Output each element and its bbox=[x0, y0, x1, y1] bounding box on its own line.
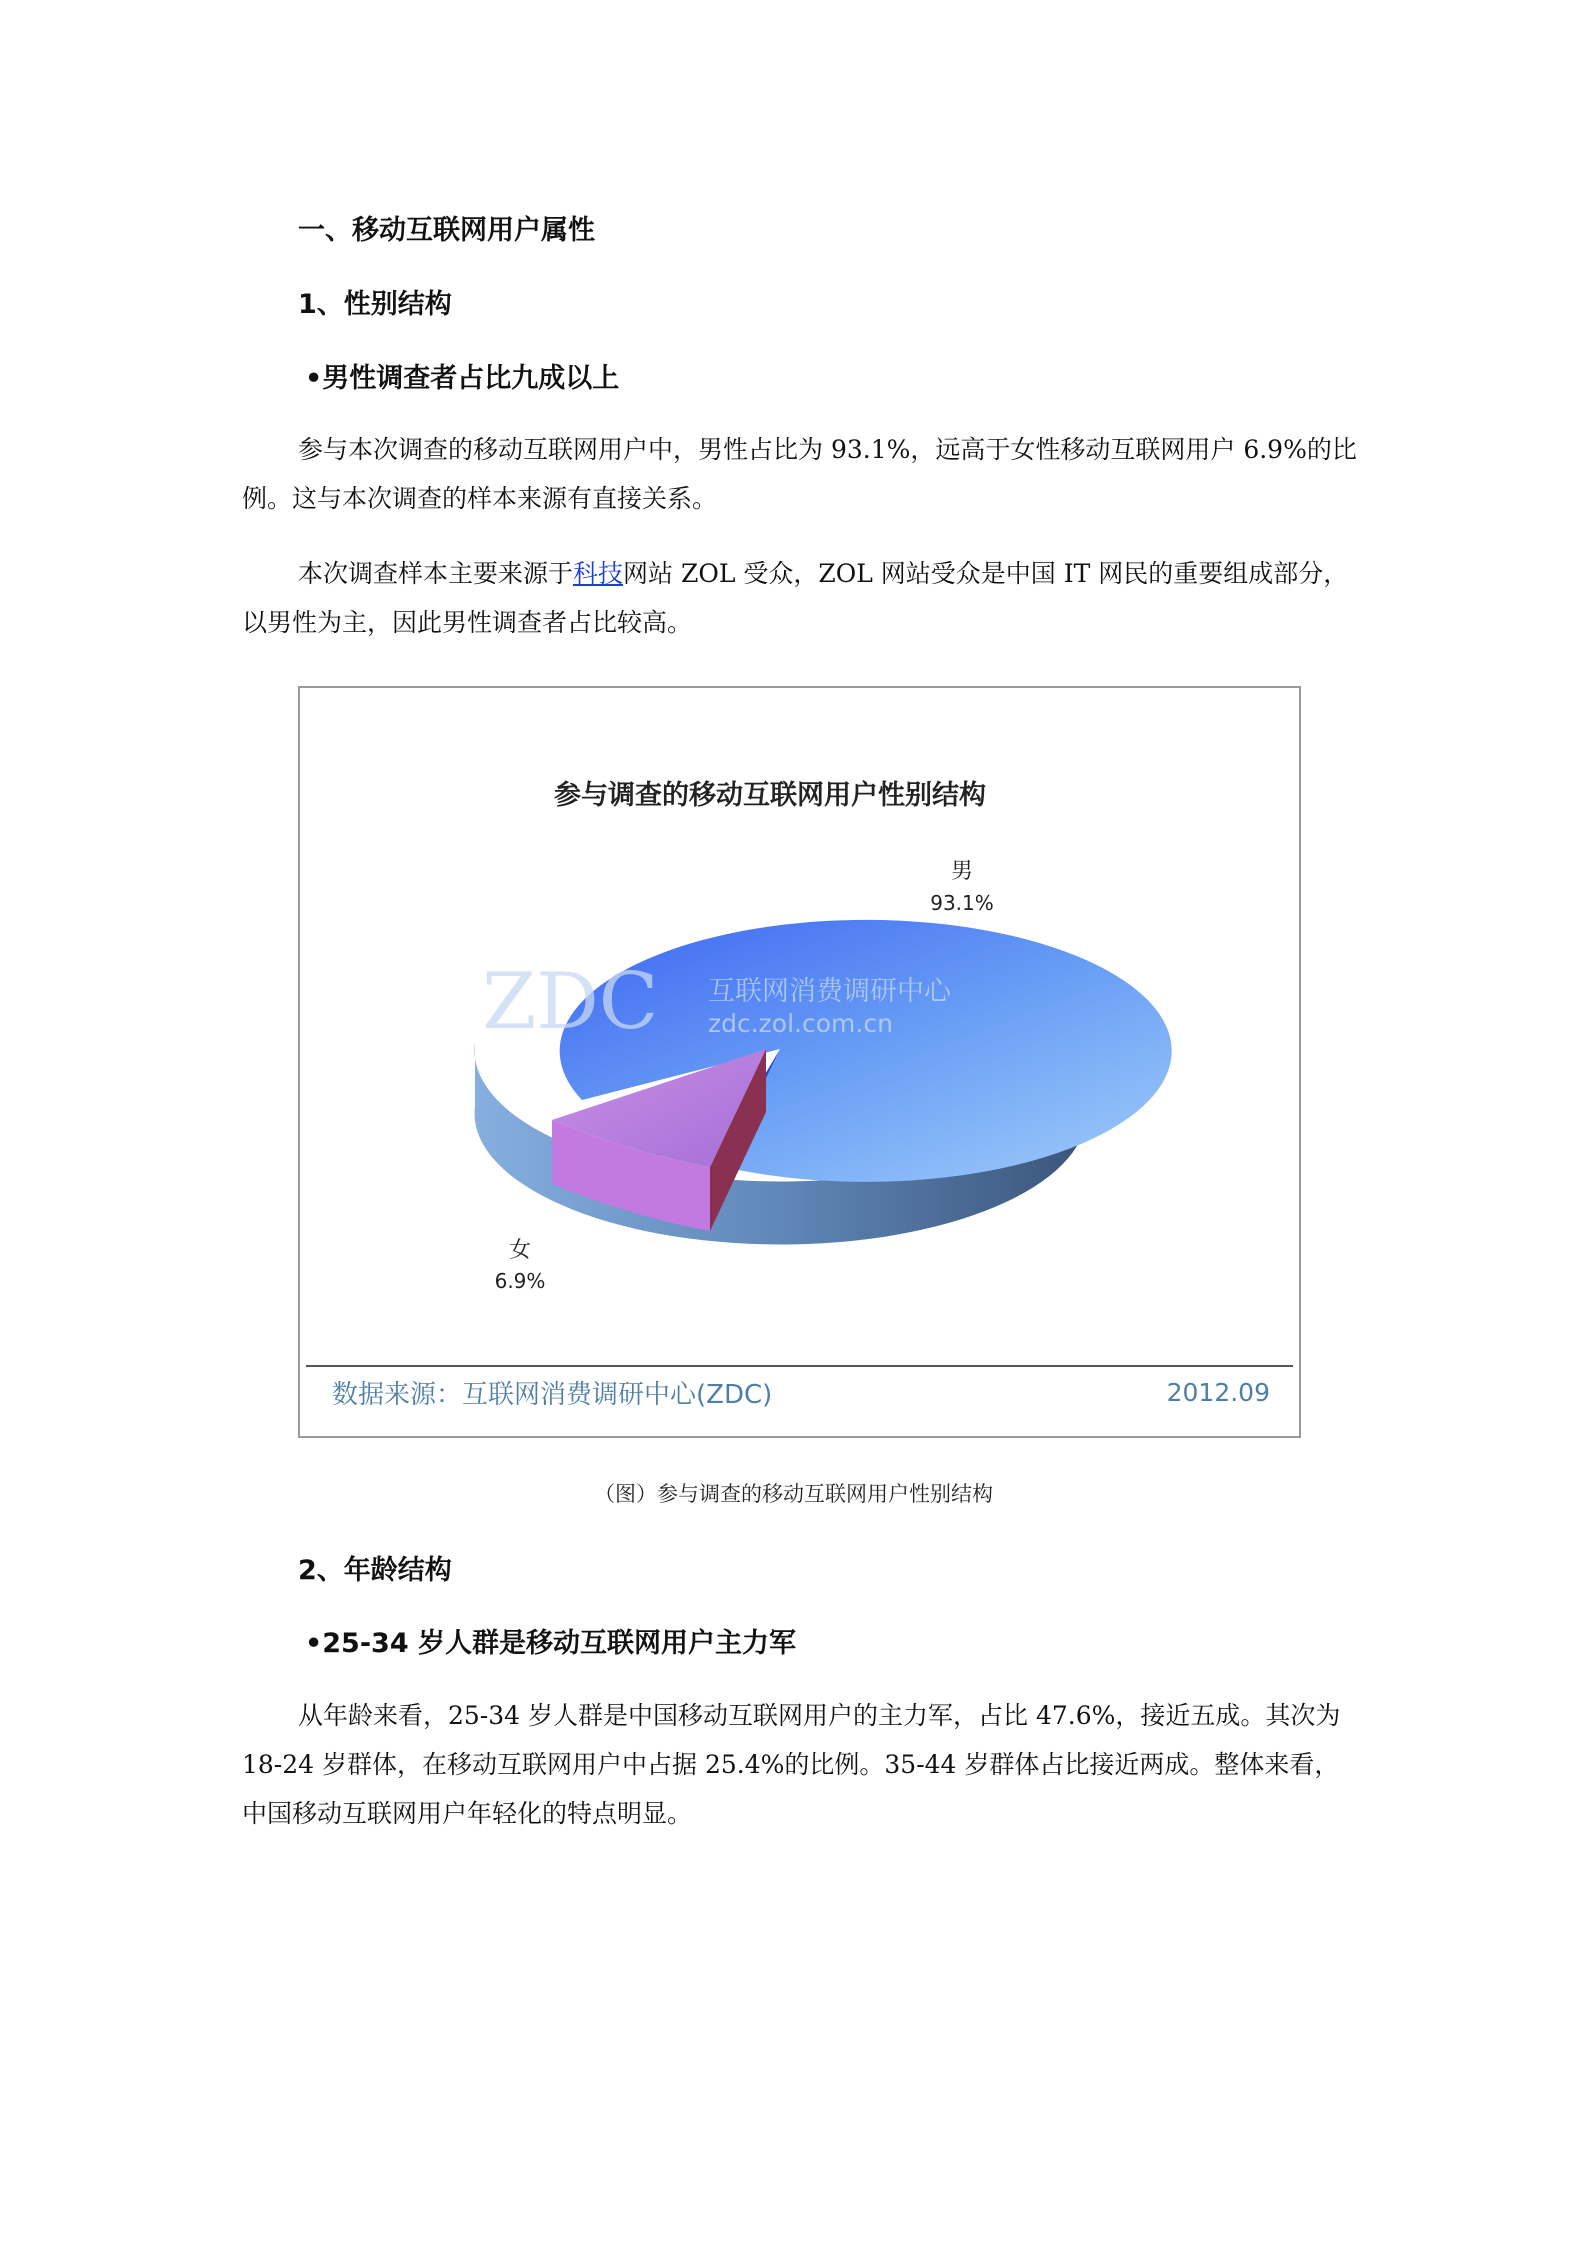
watermark-url: zdc.zol.com.cn bbox=[708, 1009, 893, 1038]
paragraph-text-after-link: 网站 ZOL 受众，ZOL 网站受众是中国 IT 网民的重要组成部分，以男性为主，因此男性调查者占比较高。 bbox=[242, 559, 1349, 637]
subsection-heading-gender: 1、性别结构 bbox=[298, 289, 452, 320]
bullet-heading-age: •25-34 岁人群是移动互联网用户主力军 bbox=[305, 1628, 797, 1659]
watermark-name: 互联网消费调研中心 bbox=[708, 976, 951, 1007]
label-female-value: 6.9% bbox=[494, 1269, 546, 1293]
pie-chart-svg bbox=[300, 688, 1299, 1436]
paragraph-sample-source bbox=[242, 549, 1362, 647]
paragraph-text-before-link: 本次调查样本主要来源于 bbox=[298, 559, 574, 588]
subsection-heading-age: 2、年龄结构 bbox=[298, 1555, 452, 1586]
gender-pie-chart bbox=[298, 686, 1301, 1438]
label-female-category: 女 bbox=[508, 1238, 532, 1263]
paragraph-age-structure: 从年龄来看，25-34 岁人群是中国移动互联网用户的主力军，占比 47.6%，接近五成。其次为 18-24 岁群体，在移动互联网用户中占据 25.4%的比例。35-44 岁群体占比接近两成。整体来看，中国移动互联网用户年轻化的特点明显。 bbox=[242, 1701, 1341, 1828]
label-male-value: 93.1% bbox=[930, 891, 994, 915]
section-heading: 一、移动互联网用户属性 bbox=[298, 215, 595, 246]
watermark-logo: ZDC bbox=[482, 957, 659, 1047]
paragraph-gender-share: 参与本次调查的移动互联网用户中，男性占比为 93.1%，远高于女性移动互联网用户 6.9%的比例。这与本次调查的样本来源有直接关系。 bbox=[242, 435, 1357, 513]
figure-caption: （图）参与调查的移动互联网用户性别结构 bbox=[594, 1482, 993, 1506]
bullet-heading-gender: •男性调查者占比九成以上 bbox=[305, 363, 620, 394]
chart-title: 参与调查的移动互联网用户性别结构 bbox=[554, 780, 986, 811]
tech-link[interactable]: 科技 bbox=[573, 559, 624, 588]
chart-date: 2012.09 bbox=[1166, 1378, 1270, 1407]
label-male-category: 男 bbox=[950, 859, 974, 884]
chart-source: 数据来源：互联网消费调研中心(ZDC) bbox=[332, 1380, 773, 1410]
